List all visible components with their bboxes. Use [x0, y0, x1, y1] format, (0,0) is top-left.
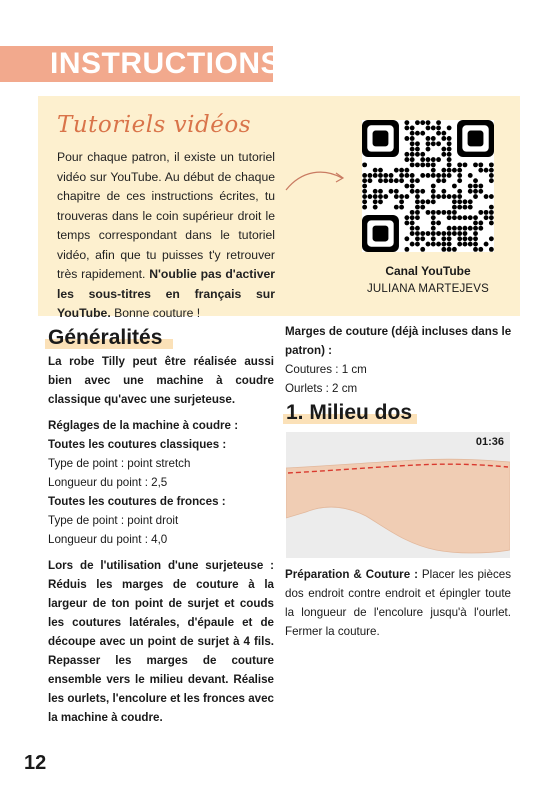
settings-heading: Réglages de la machine à coudre :: [48, 419, 239, 432]
classic-heading: Toutes les coutures classiques :: [48, 438, 227, 451]
page-title: INSTRUCTIONS: [50, 47, 281, 80]
fabric-image: [286, 432, 510, 558]
title-bar: [0, 46, 281, 82]
tutorial-heading: Tutoriels vidéos: [57, 112, 252, 138]
serger-text: Lors de l'utilisation d'une surjeteuse : Réduis les marges de couture à la largeur de ton point de surjet et couds les coutures latérales, d'épaule et de découpe avec un point de surjet à 4 fils. Repasser les marges de couture ensemble vers le milieu devant. Réalise les ourlets, l'encolure et les fronces avec la machine à coudre.: [48, 559, 274, 724]
generalites-body: [48, 352, 274, 727]
generalites-heading: Généralités: [48, 326, 162, 350]
marges-ourlets: Ourlets : 2 cm: [285, 382, 358, 395]
tutorial-text-bold: N'oublie pas d'activer les sous-titres en français sur YouTube.: [57, 267, 276, 320]
step1-photo: [286, 432, 510, 558]
gathers-length: Longueur du point : 4,0: [48, 533, 168, 546]
generalites-intro: La robe Tilly peut être réalisée aussi bien avec une machine à coudre classique qu'avec une surjeteuse.: [48, 355, 274, 406]
marges-block: [285, 322, 513, 398]
step1-heading: 1. Milieu dos: [286, 401, 412, 425]
gathers-heading: Toutes les coutures de fronces :: [48, 495, 226, 508]
classic-length: Longueur du point : 2,5: [48, 476, 168, 489]
step1-text: [285, 565, 511, 641]
qr-code[interactable]: [362, 120, 494, 252]
marges-coutures: Coutures : 1 cm: [285, 363, 367, 376]
step1-timestamp: 01:36: [475, 436, 504, 448]
channel-label: Canal YouTube: [385, 264, 471, 278]
tutorial-text: [57, 148, 275, 324]
tutorial-text-end: Bonne couture !: [110, 306, 201, 320]
qr-code-icon: [362, 120, 494, 252]
step1-body: Placer les pièces dos endroit contre endroit et épingler toute la longueur de l'encolure jusqu'à l'ourlet. Fermer la couture.: [285, 568, 511, 638]
channel-name: JULIANA MARTEJEVS: [366, 283, 490, 295]
classic-stitch: Type de point : point stretch: [48, 457, 191, 470]
curved-arrow-icon: [284, 164, 346, 194]
step1-label: Préparation & Couture :: [285, 568, 418, 581]
tutorial-text-plain: Pour chaque patron, il existe un tutoriel vidéo sur YouTube. Au début de chaque chapitre de ces instructions écrites, tu trouveras dans le coin supérieur droit le temps correspondant dans le tutoriel vidéo, afin que tu puisses t'y retrouver très rapidement.: [57, 150, 275, 281]
marges-heading: Marges de couture (déjà incluses dans le patron) :: [285, 325, 512, 357]
gathers-stitch: Type de point : point droit: [48, 514, 179, 527]
page-number: 12: [24, 752, 47, 774]
